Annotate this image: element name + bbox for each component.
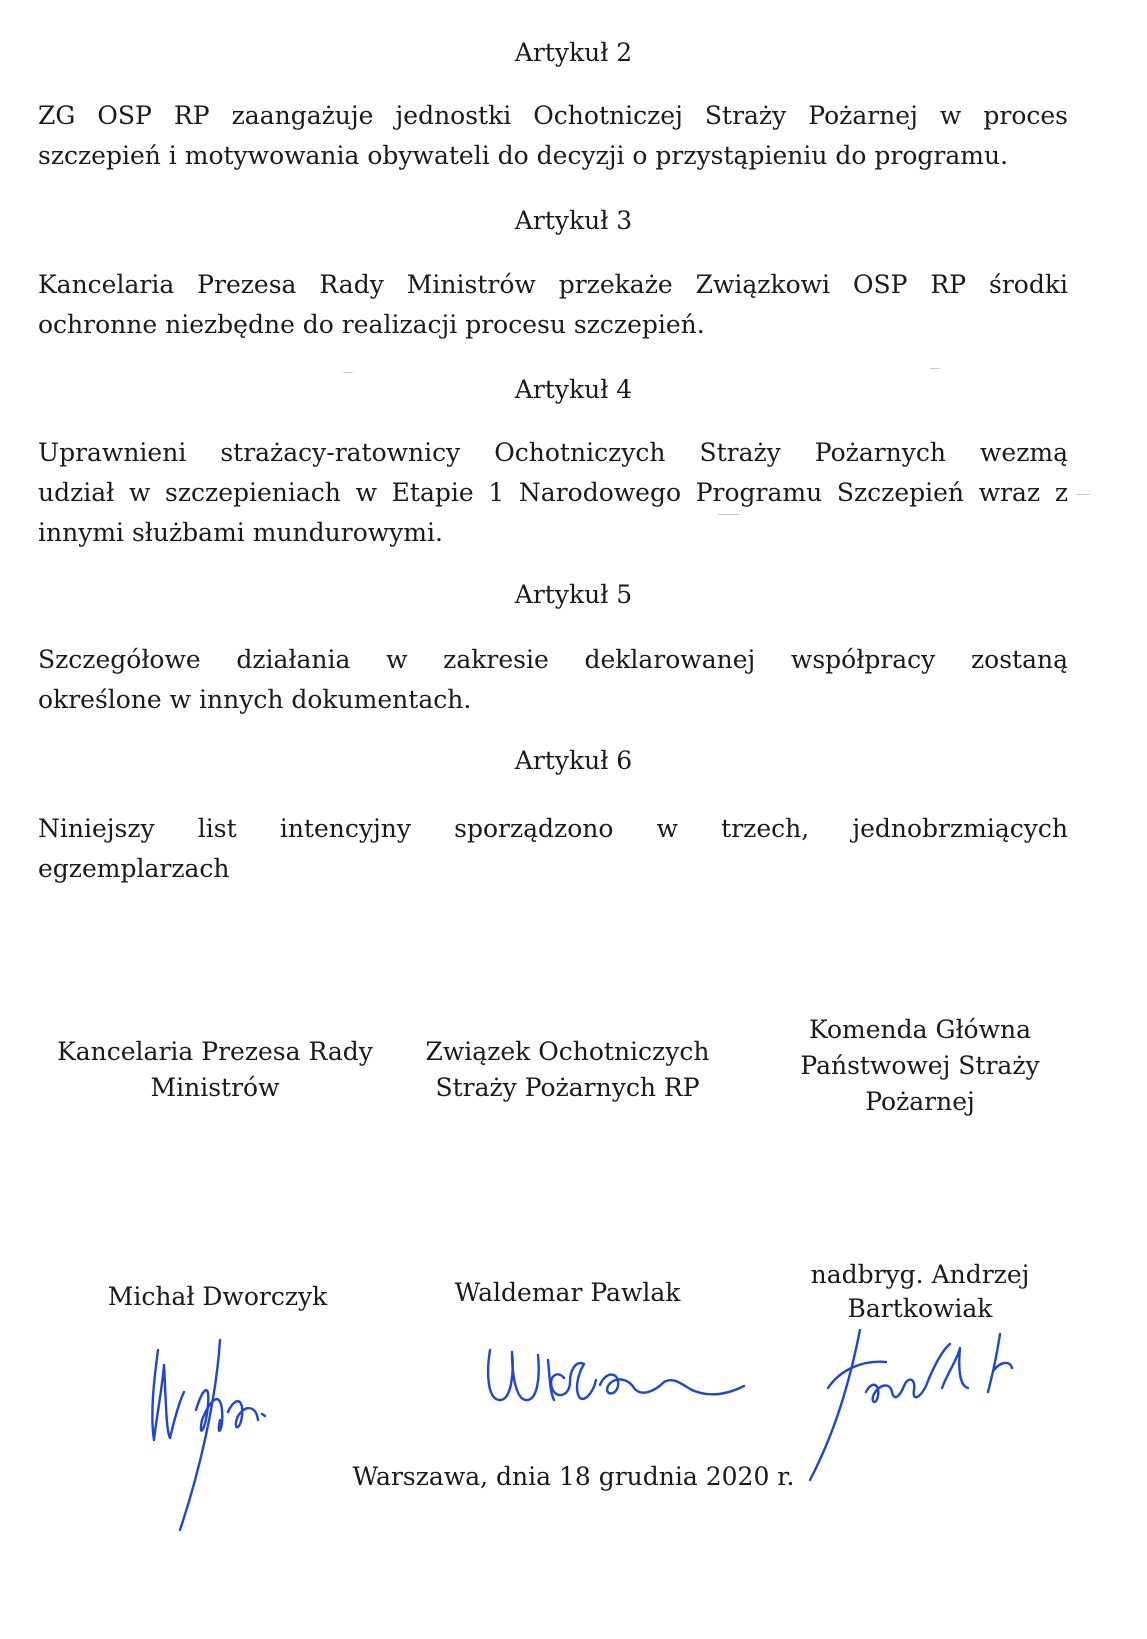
- article-4-line-2: udział w szczepieniach w Etapie 1 Narodowego Programu Szczepień wraz z: [38, 478, 1068, 507]
- signature-stroke: [988, 1334, 1012, 1392]
- scan-speck: [718, 514, 740, 515]
- signature-pawlak-image: [478, 1330, 758, 1420]
- signature-stroke: [810, 1330, 860, 1480]
- party-kgpsp-line-1: Komenda Główna: [808, 1015, 1032, 1044]
- article-4-line-1: Uprawnieni strażacy-ratownicy Ochotniczych Straży Pożarnych wezmą: [38, 438, 1068, 467]
- signer-dworczyk: Michał Dworczyk: [107, 1282, 328, 1311]
- article-4-line-3: innymi służbami mundurowymi.: [38, 518, 443, 547]
- article-3-line-1: Kancelaria Prezesa Rady Ministrów przekaże Związkowi OSP RP środki: [38, 270, 1068, 299]
- party-kprm-line-1: Kancelaria Prezesa Rady: [57, 1037, 373, 1066]
- place-and-date: Warszawa, dnia 18 grudnia 2020 r.: [352, 1462, 795, 1491]
- party-kgpsp: [770, 1012, 1070, 1120]
- article-2-heading: Artykuł 2: [514, 38, 633, 67]
- signature-stroke: [228, 1401, 265, 1427]
- party-kgpsp-line-2: Państwowej Straży: [800, 1051, 1040, 1080]
- signer-bartkowiak-line-1: nadbryg. Andrzej: [810, 1260, 1030, 1289]
- article-6-text: [38, 809, 1068, 889]
- article-6-line-1: Niniejszy list intencyjny sporządzono w trzech, jednobrzmiących: [38, 814, 1068, 843]
- signature-stroke: [488, 1350, 539, 1400]
- signer-pawlak: Waldemar Pawlak: [454, 1278, 681, 1307]
- party-kprm-line-2: Ministrów: [150, 1073, 280, 1102]
- signature-stroke: [152, 1350, 184, 1440]
- signature-stroke: [942, 1348, 968, 1388]
- article-3-line-2: ochronne niezbędne do realizacji procesu szczepień.: [38, 310, 705, 339]
- article-2-text: [38, 96, 1068, 176]
- signature-dworczyk-image: [140, 1320, 280, 1545]
- scan-speck: [343, 372, 353, 373]
- scan-speck: [930, 368, 940, 369]
- party-kprm: [40, 1034, 390, 1106]
- article-5-text: [38, 640, 1068, 720]
- party-zosp-line-1: Związek Ochotniczych: [425, 1037, 710, 1066]
- party-kgpsp-line-3: Pożarnej: [865, 1087, 975, 1116]
- article-5-line-1: Szczegółowe działania w zakresie deklarowanej współpracy zostaną: [38, 645, 1068, 674]
- signature-stroke: [600, 1375, 744, 1395]
- article-6-line-2: egzemplarzach: [38, 854, 230, 883]
- article-3-text: [38, 265, 1068, 345]
- party-zosp: [395, 1034, 740, 1106]
- article-2-line-1: ZG OSP RP zaangażuje jednostki Ochotniczej Straży Pożarnej w proces: [38, 101, 1068, 130]
- article-5-heading: Artykuł 5: [514, 580, 633, 609]
- article-3-heading: Artykuł 3: [514, 206, 633, 235]
- article-2-line-2: szczepień i motywowania obywateli do decyzji o przystąpieniu do programu.: [38, 141, 1009, 170]
- signature-stroke: [828, 1362, 886, 1388]
- party-zosp-line-2: Straży Pożarnych RP: [435, 1073, 700, 1102]
- article-4-heading: Artykuł 4: [514, 375, 633, 404]
- signature-stroke: [180, 1340, 220, 1530]
- article-6-heading: Artykuł 6: [514, 746, 633, 775]
- scan-speck: [1076, 494, 1090, 495]
- article-5-line-2: określone w innych dokumentach.: [38, 685, 472, 714]
- signature-stroke: [548, 1360, 596, 1400]
- signature-stroke: [866, 1344, 950, 1402]
- article-4-text: [38, 433, 1068, 553]
- signer-bartkowiak-line-2: Bartkowiak: [847, 1294, 993, 1323]
